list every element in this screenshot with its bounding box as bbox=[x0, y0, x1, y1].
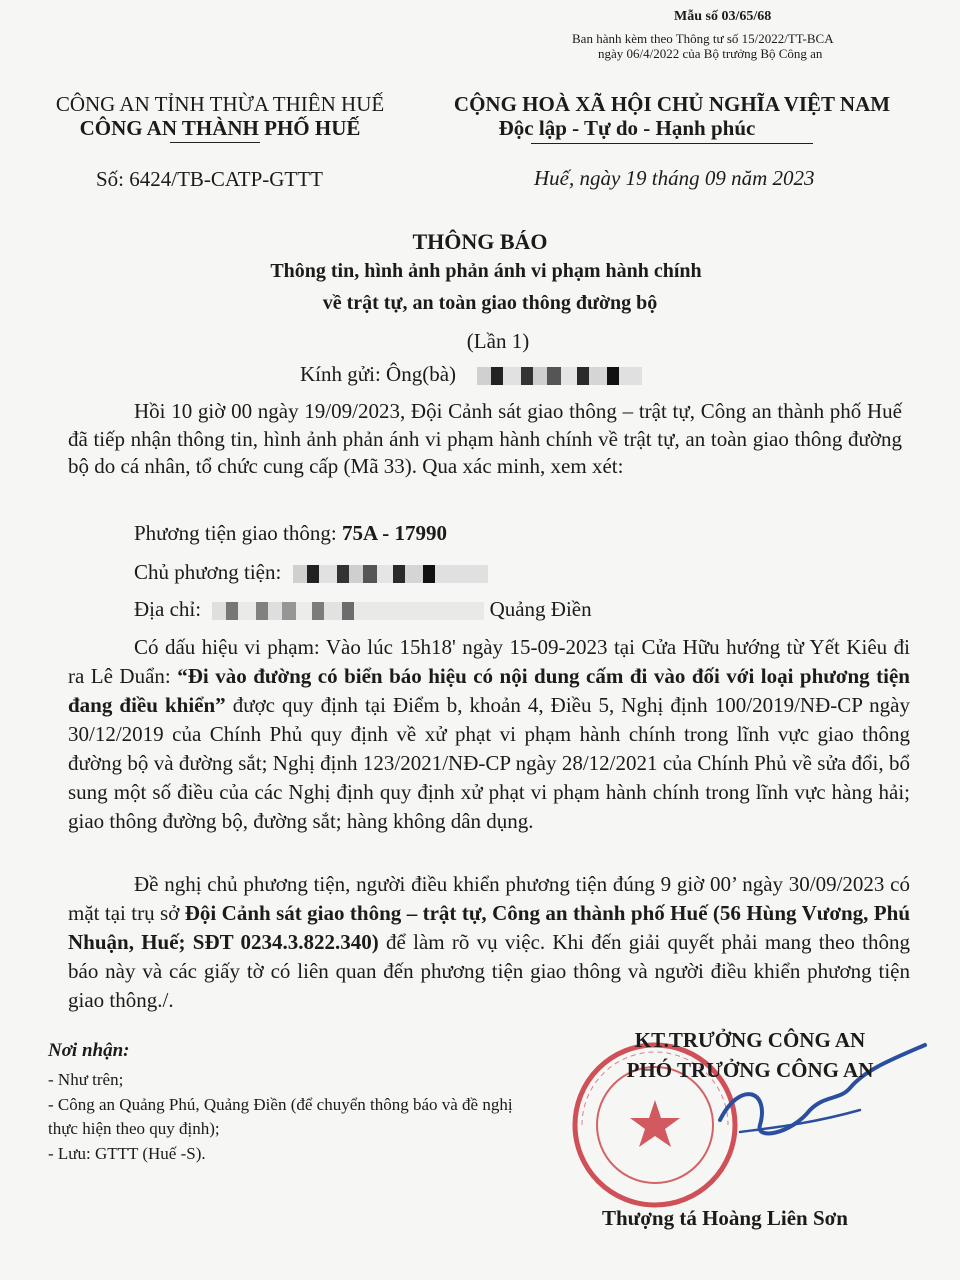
redacted-owner bbox=[293, 565, 488, 583]
signature-title-line1: KT.TRƯỞNG CÔNG AN bbox=[634, 1028, 866, 1052]
recipient-item-1: - Như trên; bbox=[48, 1070, 124, 1089]
agency-underline bbox=[170, 142, 260, 143]
form-issued-line1: Ban hành kèm theo Thông tư số 15/2022/TT-BCA bbox=[572, 31, 834, 46]
violation-intro: Có dấu hiệu vi phạm: Vào lúc 15h18' ngày 15-09-2023 tại Cửa Hữu hướng từ Yết Kiêu đi ra Lê Duẩn: bbox=[68, 635, 910, 688]
document-title: THÔNG BÁO bbox=[412, 229, 548, 254]
owner-line bbox=[134, 560, 488, 585]
signer-name: Thượng tá Hoàng Liên Sơn bbox=[602, 1206, 848, 1230]
agency-name: CÔNG AN THÀNH PHỐ HUẾ bbox=[79, 116, 361, 140]
vehicle-line bbox=[134, 521, 447, 546]
request-location: Đội Cảnh sát giao thông – trật tự, Công an thành phố Huế (56 Hùng Vương, Phú Nhuận, Huế; SĐT 0234.3.822.340) bbox=[68, 901, 910, 954]
request-rest: để làm rõ vụ việc. Khi đến giải quyết phải mang theo thông báo này và các giấy tờ có liên quan đến phương tiện giao thông và người điều khiển phương tiện giao thông./. bbox=[68, 930, 911, 1012]
recipient-label: Kính gửi: Ông(bà) bbox=[300, 362, 457, 386]
subtitle-line1: Thông tin, hình ảnh phản ánh vi phạm hành chính bbox=[270, 260, 702, 282]
country-name: CỘNG HOÀ XÃ HỘI CHỦ NGHĨA VIỆT NAM bbox=[453, 92, 891, 116]
vehicle-label: Phương tiện giao thông: bbox=[134, 521, 342, 545]
motto-underline bbox=[531, 143, 813, 144]
place-date: Huế, ngày 19 tháng 09 năm 2023 bbox=[534, 166, 815, 190]
vehicle-plate: 75A - 17990 bbox=[341, 521, 447, 545]
document-number: Số: 6424/TB-CATP-GTTT bbox=[96, 167, 323, 191]
recipients-title: Nơi nhận: bbox=[48, 1040, 130, 1061]
violation-paragraph bbox=[68, 633, 910, 836]
violation-description: “Đi vào đường có biển báo hiệu có nội dung cấm đi vào đối với loại phương tiện đang điều khiển” bbox=[68, 664, 910, 717]
request-intro: Đề nghị chủ phương tiện, người điều khiển phương tiện đúng 9 giờ 00’ ngày 30/09/2023 có mặt tại trụ sở bbox=[68, 872, 910, 925]
redacted-address bbox=[212, 602, 484, 620]
national-motto: Độc lập - Tự do - Hạnh phúc bbox=[498, 116, 756, 140]
address-tail: Quảng Điền bbox=[489, 597, 592, 621]
recipient-line bbox=[300, 362, 642, 387]
attempt-number: (Lần 1) bbox=[466, 329, 530, 353]
form-code: Mẫu số 03/65/68 bbox=[674, 9, 772, 24]
recipient-item-3: - Lưu: GTTT (Huế -S). bbox=[48, 1144, 206, 1163]
violation-legal-basis: được quy định tại Điểm b, khoản 4, Điều 5, Nghị định 100/2019/NĐ-CP ngày 30/12/2019 của Chính Phủ quy định về xử phạt vi phạm hành chính trong lĩnh vực giao thông đường bộ và đường sắt; Nghị định 123/2021/NĐ-CP ngày 28/12/2021 của Chính Phủ về sửa đổi, bổ sung một số điều của các Nghị định quy định xử phạt vi phạm hành chính trong lĩnh vực hàng hải; giao thông đường bộ, đường sắt; hàng không dân dụng. bbox=[68, 693, 910, 833]
intro-paragraph: Hồi 10 giờ 00 ngày 19/09/2023, Đội Cảnh sát giao thông – trật tự, Công an thành phố Huế đã tiếp nhận thông tin, hình ảnh phản ánh vi phạm hành chính về trật tự, an toàn giao thông đường bộ do cá nhân, tổ chức cung cấp (Mã 33). Qua xác minh, xem xét: bbox=[68, 399, 902, 478]
owner-label: Chủ phương tiện: bbox=[134, 560, 282, 584]
redacted-recipient bbox=[477, 367, 642, 385]
address-label: Địa chỉ: bbox=[134, 597, 202, 621]
form-issued-line2: ngày 06/4/2022 của Bộ trưởng Bộ Công an bbox=[598, 46, 823, 61]
agency-parent: CÔNG AN TỈNH THỪA THIÊN HUẾ bbox=[55, 92, 385, 116]
signature-title-line2: PHÓ TRƯỞNG CÔNG AN bbox=[626, 1058, 874, 1082]
address-line bbox=[134, 597, 592, 622]
subtitle-line2: về trật tự, an toàn giao thông đường bộ bbox=[322, 292, 658, 314]
request-paragraph bbox=[68, 870, 910, 1015]
recipient-item-2: - Công an Quảng Phú, Quảng Điền (để chuyển thông báo và đề nghị thực hiện theo quy định); bbox=[48, 1095, 513, 1138]
